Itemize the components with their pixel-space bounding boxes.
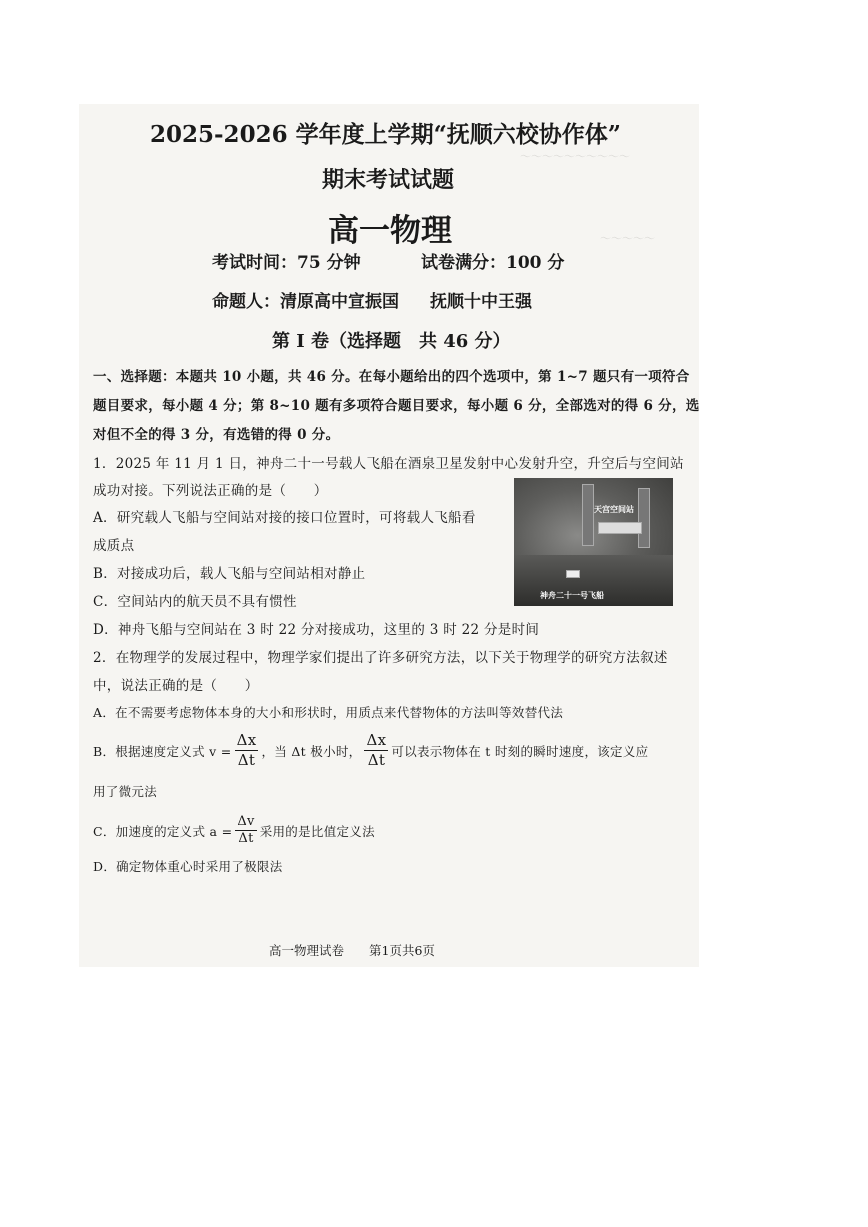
q1-option-a: 成质点 [93,538,135,554]
q2-option-c-text: C．加速度的定义式 a = [93,823,233,839]
instructions-line: 一、选择题：本题共 10 小题，共 46 分。在每小题给出的四个选项中，第 1~7 题只有一项符合 [93,369,690,385]
q2-option-d: D．确定物体重心时采用了极限法 [93,859,283,874]
q1-option-a: A．研究载人飞船与空间站对接的接口位置时，可将载人飞船看 [93,510,476,526]
q2-option-c-text: 采用的是比值定义法 [259,823,375,839]
station-module [598,522,642,534]
q2-stem: 中，说法正确的是（ ） [93,678,259,694]
bleed-through: ～～～～～ [600,232,655,245]
spacecraft [566,570,580,578]
bleed-through: ～～～～～～～～～～ [520,150,630,163]
exam-subtitle: 期末考试试题 [322,167,455,193]
part-heading: 第 I 卷（选择题 共 46 分） [272,331,511,352]
velocity-fraction [364,731,388,770]
ship-label: 神舟二十一号飞船 [540,591,604,600]
q2-option-b: 用了微元法 [93,784,158,799]
fraction-denominator: Δt [367,751,386,769]
exam-title: 2025-2026 学年度上学期“抚顺六校协作体” [150,121,622,148]
q2-option-b-text: ，当 Δt 极小时， [261,743,362,759]
fraction-denominator: Δt [237,751,256,769]
solar-panel [582,484,594,546]
solar-panel [638,488,650,548]
full-score: 试卷满分：100 分 [421,253,565,273]
station-label: 天宫空间站 [594,505,634,514]
q2-option-b-text: B．根据速度定义式 v = [93,743,232,759]
fraction-numerator: Δx [236,731,257,749]
fraction-denominator: Δt [238,831,254,846]
author-1: 命题人：清原高中宣振国 [212,292,399,312]
q1-stem: 1．2025 年 11 月 1 日，神舟二十一号载人飞船在酒泉卫星发射中心发射升空，升空后与空间站 [93,456,684,472]
fraction-numerator: Δv [237,814,255,829]
space-station-photo [514,478,673,606]
velocity-fraction [235,731,259,770]
q1-option-b: B．对接成功后，载人飞船与空间站相对静止 [93,566,366,582]
page-footer: 高一物理试卷 第1页共6页 [269,943,435,958]
q2-stem: 2．在物理学的发展过程中，物理学家们提出了许多研究方法，以下关于物理学的研究方法叙述 [93,650,668,666]
fraction-numerator: Δx [366,731,387,749]
q1-option-c: C．空间站内的航天员不具有惯性 [93,594,297,610]
author-2: 抚顺十中王强 [430,292,532,312]
q1-stem: 成功对接。下列说法正确的是（ ） [93,483,328,499]
exam-time: 考试时间：75 分钟 [212,253,361,273]
q1-option-d: D．神舟飞船与空间站在 3 时 22 分对接成功，这里的 3 时 22 分是时间 [93,622,540,638]
q2-option-b-text: 可以表示物体在 t 时刻的瞬时速度，该定义应 [391,743,649,759]
acceleration-fraction [235,814,256,847]
q2-option-a: A．在不需要考虑物体本身的大小和形状时，用质点来代替物体的方法叫等效替代法 [93,705,564,720]
instructions-line: 题目要求，每小题 4 分；第 8~10 题有多项符合题目要求，每小题 6 分，全部选对的得 6 分，选 [93,398,700,414]
q2-option-b [93,731,648,770]
instructions-line: 对但不全的得 3 分，有选错的得 0 分。 [93,427,340,443]
subject-title: 高一物理 [328,213,452,249]
q2-option-c [93,814,375,847]
